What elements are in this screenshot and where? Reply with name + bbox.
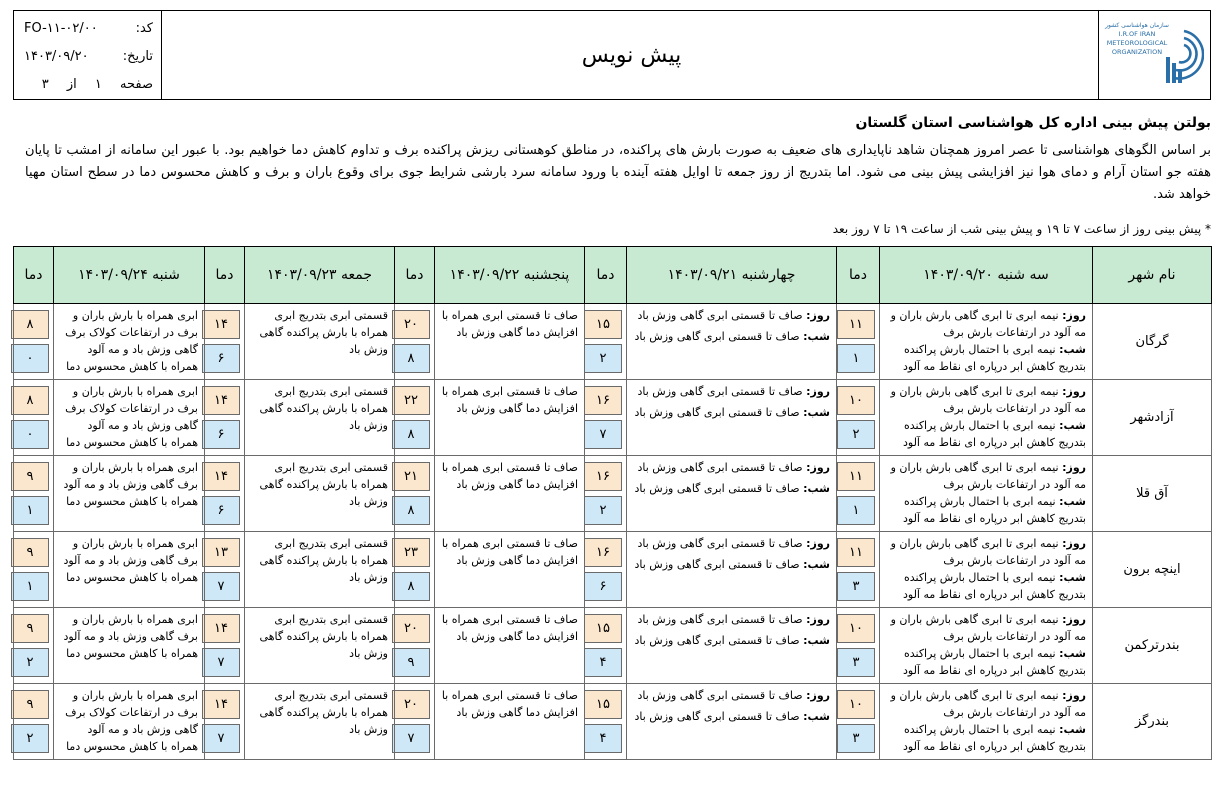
table-header-row — [14, 247, 1212, 304]
max-temp: ۹ — [11, 614, 49, 643]
min-temp: ۹ — [392, 648, 430, 677]
table-row — [14, 456, 1212, 532]
day-forecast-text: صاف تا قسمتی ابری گاهی وزش باد — [637, 309, 803, 322]
code-label: کد: — [135, 21, 153, 36]
day-forecast — [884, 307, 1086, 341]
day-forecast-text: نیمه ابری تا ابری گاهی بارش باران و مه آلود در ارتفاعات بارش برف — [890, 537, 1086, 567]
forecast-day4: قسمتی ابری بتدریج ابری همراه با بارش پراکنده گاهی وزش باد — [245, 304, 395, 380]
city-name: آق قلا — [1093, 456, 1212, 532]
table-row — [14, 608, 1212, 684]
min-temp: ۱ — [837, 344, 875, 373]
forecast-day5: ابری همراه با بارش باران و برف گاهی وزش باد و مه آلود همراه با کاهش محسوس دما — [54, 532, 205, 608]
night-label: شب: — [1059, 723, 1086, 736]
forecast-day5: ابری همراه با بارش باران و برف گاهی وزش باد و مه آلود همراه با کاهش محسوس دما — [54, 608, 205, 684]
min-temp: ۸ — [392, 496, 430, 525]
min-temp: ۱ — [837, 496, 875, 525]
night-forecast-text: نیمه ابری با احتمال بارش پراکنده بتدریج کاهش ابر درپاره ای نقاط مه آلود — [903, 419, 1086, 449]
forecast-day4: قسمتی ابری بتدریج ابری همراه با بارش پراکنده گاهی وزش باد — [245, 380, 395, 456]
min-temp: ۳ — [837, 572, 875, 601]
temp-day2 — [585, 456, 627, 532]
min-temp: ۸ — [392, 344, 430, 373]
day-label: روز: — [806, 537, 830, 550]
min-temp: ۶ — [202, 496, 240, 525]
forecast-day2 — [627, 608, 837, 684]
temp-day4 — [205, 608, 245, 684]
night-label: شب: — [803, 330, 830, 343]
temp-day2 — [585, 684, 627, 760]
max-temp: ۲۰ — [392, 690, 430, 719]
max-temp: ۱۱ — [837, 310, 875, 339]
forecast-footnote: * پیش بینی روز از ساعت ۷ تا ۱۹ و پیش بینی شب از ساعت ۱۹ تا ۷ روز بعد — [832, 222, 1211, 236]
bulletin-text: بر اساس الگوهای هواشناسی تا عصر امروز همچنان شاهد ناپایداری های ضعیف به صورت بارش های پراکنده، در مناطق کوهستانی ریزش پراکنده برف و تداوم کاهش دما خواهیم بود. با عبور این سامانه از امشب تا پایان هفته جو استان آرام و دمای هوا نیز افزایشی پیش بینی می شود. اما بتدریج از روز جمعه تا اوایل هفته آینده با ورود سامانه سرد بارشی شرایط جوی برای وقوع باران و برف و کاهش محسوس دما در سطح استان مهیا خواهد شد. — [25, 143, 1211, 202]
max-temp: ۲۱ — [392, 462, 430, 491]
night-forecast — [884, 493, 1086, 527]
forecast-day3: صاف تا قسمتی ابری همراه با افزایش دما گاهی وزش باد — [435, 532, 585, 608]
day-label: روز: — [806, 385, 830, 398]
night-forecast — [631, 404, 830, 421]
min-temp: ۶ — [584, 572, 622, 601]
col-temp3: دما — [395, 247, 435, 304]
city-name: اینچه برون — [1093, 532, 1212, 608]
min-temp: ۴ — [584, 648, 622, 677]
forecast-day3: صاف تا قسمتی ابری همراه با افزایش دما گاهی وزش باد — [435, 608, 585, 684]
day-label: روز: — [1062, 461, 1086, 474]
col-day1: سه شنبه ۱۴۰۳/۰۹/۲۰ — [880, 247, 1093, 304]
max-temp: ۱۴ — [202, 310, 240, 339]
max-temp: ۲۳ — [392, 538, 430, 567]
night-label: شب: — [1059, 419, 1086, 432]
table-row — [14, 380, 1212, 456]
temp-day4 — [205, 532, 245, 608]
forecast-day1 — [880, 380, 1093, 456]
night-label: شب: — [803, 482, 830, 495]
day-forecast — [884, 459, 1086, 493]
temp-day5 — [14, 532, 54, 608]
night-label: شب: — [1059, 571, 1086, 584]
col-city: نام شهر — [1093, 247, 1212, 304]
day-forecast-text: صاف تا قسمتی ابری گاهی وزش باد — [637, 689, 803, 702]
night-forecast — [884, 341, 1086, 375]
forecast-table — [13, 246, 1212, 760]
night-forecast — [884, 417, 1086, 451]
day-forecast — [631, 611, 830, 628]
temp-day1 — [837, 380, 880, 456]
col-temp5: دما — [14, 247, 54, 304]
day-label: روز: — [806, 689, 830, 702]
day-forecast-text: نیمه ابری تا ابری گاهی بارش باران و مه آلود در ارتفاعات بارش برف — [890, 689, 1086, 719]
temp-day2 — [585, 304, 627, 380]
page-of: از — [66, 77, 77, 92]
night-forecast — [631, 708, 830, 725]
temp-day3 — [395, 304, 435, 380]
temp-day5 — [14, 304, 54, 380]
temp-day5 — [14, 456, 54, 532]
night-forecast-text: صاف تا قسمتی ابری گاهی وزش باد — [634, 710, 800, 723]
night-label: شب: — [1059, 647, 1086, 660]
temp-day3 — [395, 380, 435, 456]
temp-day2 — [585, 608, 627, 684]
table-row — [14, 304, 1212, 380]
min-temp: ۸ — [392, 572, 430, 601]
min-temp: ۰ — [11, 420, 49, 449]
day-label: روز: — [1062, 309, 1086, 322]
temp-day3 — [395, 532, 435, 608]
code-row — [24, 19, 153, 39]
day-forecast-text: صاف تا قسمتی ابری گاهی وزش باد — [637, 613, 803, 626]
col-day2: چهارشنبه ۱۴۰۳/۰۹/۲۱ — [627, 247, 837, 304]
temp-day2 — [585, 532, 627, 608]
temp-day3 — [395, 456, 435, 532]
temp-day3 — [395, 684, 435, 760]
temp-day1 — [837, 532, 880, 608]
max-temp: ۱۱ — [837, 538, 875, 567]
logo-text — [1105, 21, 1169, 57]
forecast-day5: ابری همراه با بارش باران و برف در ارتفاعات کولاک برف گاهی وزش باد و مه آلود همراه با کاهش محسوس دما — [54, 684, 205, 760]
max-temp: ۱۴ — [202, 690, 240, 719]
day-forecast — [884, 687, 1086, 721]
day-forecast-text: صاف تا قسمتی ابری گاهی وزش باد — [637, 461, 803, 474]
max-temp: ۲۰ — [392, 614, 430, 643]
min-temp: ۲ — [584, 496, 622, 525]
day-forecast — [631, 535, 830, 552]
night-label: شب: — [1059, 495, 1086, 508]
logo-text-en1: I.R.OF IRAN — [1118, 30, 1156, 38]
day-forecast-text: نیمه ابری تا ابری گاهی بارش باران و مه آلود در ارتفاعات بارش برف — [890, 613, 1086, 643]
temp-day1 — [837, 608, 880, 684]
temp-day5 — [14, 608, 54, 684]
max-temp: ۱۵ — [584, 690, 622, 719]
max-temp: ۸ — [11, 386, 49, 415]
table-row — [14, 684, 1212, 760]
forecast-day1 — [880, 684, 1093, 760]
page-title: پیش نویس — [581, 42, 682, 68]
page-label: صفحه — [120, 77, 153, 92]
min-temp: ۲ — [11, 724, 49, 753]
document-header — [13, 10, 1211, 100]
night-forecast — [884, 721, 1086, 755]
city-name: گرگان — [1093, 304, 1212, 380]
forecast-day2 — [627, 532, 837, 608]
col-temp4: دما — [205, 247, 245, 304]
night-forecast-text: صاف تا قسمتی ابری گاهی وزش باد — [634, 482, 800, 495]
temp-day4 — [205, 304, 245, 380]
forecast-day3: صاف تا قسمتی ابری همراه با افزایش دما گاهی وزش باد — [435, 456, 585, 532]
min-temp: ۷ — [584, 420, 622, 449]
forecast-day1 — [880, 532, 1093, 608]
meteorology-logo-icon — [1164, 23, 1204, 87]
night-forecast — [631, 328, 830, 345]
page-total: ۳ — [41, 77, 49, 92]
temp-day5 — [14, 684, 54, 760]
temp-day1 — [837, 456, 880, 532]
day-label: روز: — [1062, 689, 1086, 702]
max-temp: ۹ — [11, 690, 49, 719]
max-temp: ۹ — [11, 462, 49, 491]
table-row — [14, 532, 1212, 608]
forecast-day2 — [627, 304, 837, 380]
temp-day3 — [395, 608, 435, 684]
logo-text-fa: سازمان هواشناسی کشور — [1105, 22, 1169, 29]
night-forecast-text: نیمه ابری با احتمال بارش پراکنده بتدریج کاهش ابر درپاره ای نقاط مه آلود — [903, 343, 1086, 373]
temp-day2 — [585, 380, 627, 456]
city-name: آزادشهر — [1093, 380, 1212, 456]
day-forecast-text: صاف تا قسمتی ابری گاهی وزش باد — [637, 537, 803, 550]
night-forecast — [631, 632, 830, 649]
night-label: شب: — [803, 710, 830, 723]
max-temp: ۱۴ — [202, 386, 240, 415]
night-forecast-text: نیمه ابری با احتمال بارش پراکنده بتدریج کاهش ابر درپاره ای نقاط مه آلود — [903, 723, 1086, 753]
day-label: روز: — [1062, 385, 1086, 398]
forecast-day2 — [627, 380, 837, 456]
forecast-day4: قسمتی ابری بتدریج ابری همراه با بارش پراکنده گاهی وزش باد — [245, 456, 395, 532]
min-temp: ۸ — [392, 420, 430, 449]
logo-text-en2: METEOROLOGICAL — [1106, 39, 1168, 47]
max-temp: ۲۲ — [392, 386, 430, 415]
min-temp: ۷ — [202, 572, 240, 601]
max-temp: ۱۰ — [837, 386, 875, 415]
col-temp2: دما — [585, 247, 627, 304]
forecast-day2 — [627, 684, 837, 760]
day-forecast — [631, 307, 830, 324]
col-day5: شنبه ۱۴۰۳/۰۹/۲۴ — [54, 247, 205, 304]
min-temp: ۶ — [202, 420, 240, 449]
max-temp: ۱۶ — [584, 538, 622, 567]
day-label: روز: — [1062, 613, 1086, 626]
max-temp: ۱۵ — [584, 310, 622, 339]
max-temp: ۱۱ — [837, 462, 875, 491]
night-forecast-text: نیمه ابری با احتمال بارش پراکنده بتدریج کاهش ابر درپاره ای نقاط مه آلود — [903, 571, 1086, 601]
day-label: روز: — [806, 613, 830, 626]
min-temp: ۱ — [11, 496, 49, 525]
forecast-day4: قسمتی ابری بتدریج ابری همراه با بارش پراکنده گاهی وزش باد — [245, 532, 395, 608]
date-value: ۱۴۰۳/۰۹/۲۰ — [24, 49, 89, 64]
min-temp: ۳ — [837, 648, 875, 677]
max-temp: ۱۴ — [202, 614, 240, 643]
min-temp: ۷ — [202, 724, 240, 753]
day-label: روز: — [1062, 537, 1086, 550]
temp-day1 — [837, 304, 880, 380]
night-label: شب: — [803, 406, 830, 419]
night-label: شب: — [803, 558, 830, 571]
min-temp: ۶ — [202, 344, 240, 373]
min-temp: ۴ — [584, 724, 622, 753]
min-temp: ۷ — [202, 648, 240, 677]
code-value: FO-۱۱-۰۲/۰۰ — [24, 21, 98, 36]
temp-day4 — [205, 380, 245, 456]
night-forecast-text: صاف تا قسمتی ابری گاهی وزش باد — [634, 634, 800, 647]
city-name: بندرگز — [1093, 684, 1212, 760]
night-forecast — [884, 569, 1086, 603]
max-temp: ۱۶ — [584, 386, 622, 415]
max-temp: ۱۴ — [202, 462, 240, 491]
night-forecast-text: نیمه ابری با احتمال بارش پراکنده بتدریج کاهش ابر درپاره ای نقاط مه آلود — [903, 495, 1086, 525]
min-temp: ۲ — [584, 344, 622, 373]
night-label: شب: — [1059, 343, 1086, 356]
forecast-day5: ابری همراه با بارش باران و برف در ارتفاعات کولاک برف گاهی وزش باد و مه آلود همراه با کاهش محسوس دما — [54, 380, 205, 456]
day-forecast-text: نیمه ابری تا ابری گاهی بارش باران و مه آلود در ارتفاعات بارش برف — [890, 309, 1086, 339]
col-day3: پنجشنبه ۱۴۰۳/۰۹/۲۲ — [435, 247, 585, 304]
day-forecast — [884, 611, 1086, 645]
page-current: ۱ — [94, 77, 102, 92]
day-forecast-text: صاف تا قسمتی ابری گاهی وزش باد — [637, 385, 803, 398]
temp-day1 — [837, 684, 880, 760]
max-temp: ۱۵ — [584, 614, 622, 643]
max-temp: ۱۳ — [202, 538, 240, 567]
max-temp: ۸ — [11, 310, 49, 339]
forecast-day4: قسمتی ابری بتدریج ابری همراه با بارش پراکنده گاهی وزش باد — [245, 684, 395, 760]
forecast-day2 — [627, 456, 837, 532]
forecast-day3: صاف تا قسمتی ابری همراه با افزایش دما گاهی وزش باد — [435, 380, 585, 456]
col-temp1: دما — [837, 247, 880, 304]
day-forecast-text: نیمه ابری تا ابری گاهی بارش باران و مه آلود در ارتفاعات بارش برف — [890, 461, 1086, 491]
day-forecast-text: نیمه ابری تا ابری گاهی بارش باران و مه آلود در ارتفاعات بارش برف — [890, 385, 1086, 415]
header-meta — [14, 11, 162, 99]
logo — [1098, 11, 1210, 99]
day-forecast — [631, 687, 830, 704]
bulletin-title: بولتن پیش بینی اداره کل هواشناسی استان گلستان — [855, 115, 1211, 131]
col-day4: جمعه ۱۴۰۳/۰۹/۲۳ — [245, 247, 395, 304]
forecast-day1 — [880, 608, 1093, 684]
night-forecast — [884, 645, 1086, 679]
night-forecast-text: صاف تا قسمتی ابری گاهی وزش باد — [634, 406, 800, 419]
night-forecast — [631, 480, 830, 497]
min-temp: ۷ — [392, 724, 430, 753]
max-temp: ۱۰ — [837, 690, 875, 719]
temp-day4 — [205, 456, 245, 532]
max-temp: ۱۶ — [584, 462, 622, 491]
night-forecast-text: صاف تا قسمتی ابری گاهی وزش باد — [634, 558, 800, 571]
temp-day4 — [205, 684, 245, 760]
day-forecast — [884, 535, 1086, 569]
forecast-day3: صاف تا قسمتی ابری همراه با افزایش دما گاهی وزش باد — [435, 304, 585, 380]
forecast-day5: ابری همراه با بارش باران و برف گاهی وزش باد و مه آلود همراه با کاهش محسوس دما — [54, 456, 205, 532]
date-row — [24, 47, 153, 67]
day-forecast — [631, 383, 830, 400]
forecast-day5: ابری همراه با بارش باران و برف در ارتفاعات کولاک برف گاهی وزش باد و مه آلود همراه با کاهش محسوس دما — [54, 304, 205, 380]
min-temp: ۰ — [11, 344, 49, 373]
night-forecast-text: صاف تا قسمتی ابری گاهی وزش باد — [634, 330, 800, 343]
night-forecast-text: نیمه ابری با احتمال بارش پراکنده بتدریج کاهش ابر درپاره ای نقاط مه آلود — [903, 647, 1086, 677]
max-temp: ۹ — [11, 538, 49, 567]
max-temp: ۲۰ — [392, 310, 430, 339]
min-temp: ۱ — [11, 572, 49, 601]
day-forecast — [631, 459, 830, 476]
max-temp: ۱۰ — [837, 614, 875, 643]
forecast-day4: قسمتی ابری بتدریج ابری همراه با بارش پراکنده گاهی وزش باد — [245, 608, 395, 684]
city-name: بندرترکمن — [1093, 608, 1212, 684]
forecast-day1 — [880, 304, 1093, 380]
temp-day5 — [14, 380, 54, 456]
forecast-day1 — [880, 456, 1093, 532]
min-temp: ۳ — [837, 724, 875, 753]
page-row — [28, 75, 153, 95]
night-label: شب: — [803, 634, 830, 647]
day-forecast — [884, 383, 1086, 417]
forecast-day3: صاف تا قسمتی ابری همراه با افزایش دما گاهی وزش باد — [435, 684, 585, 760]
day-label: روز: — [806, 309, 830, 322]
day-label: روز: — [806, 461, 830, 474]
date-label: تاریخ: — [122, 49, 153, 64]
logo-text-en3: ORGANIZATION — [1111, 48, 1163, 56]
night-forecast — [631, 556, 830, 573]
min-temp: ۲ — [11, 648, 49, 677]
min-temp: ۲ — [837, 420, 875, 449]
